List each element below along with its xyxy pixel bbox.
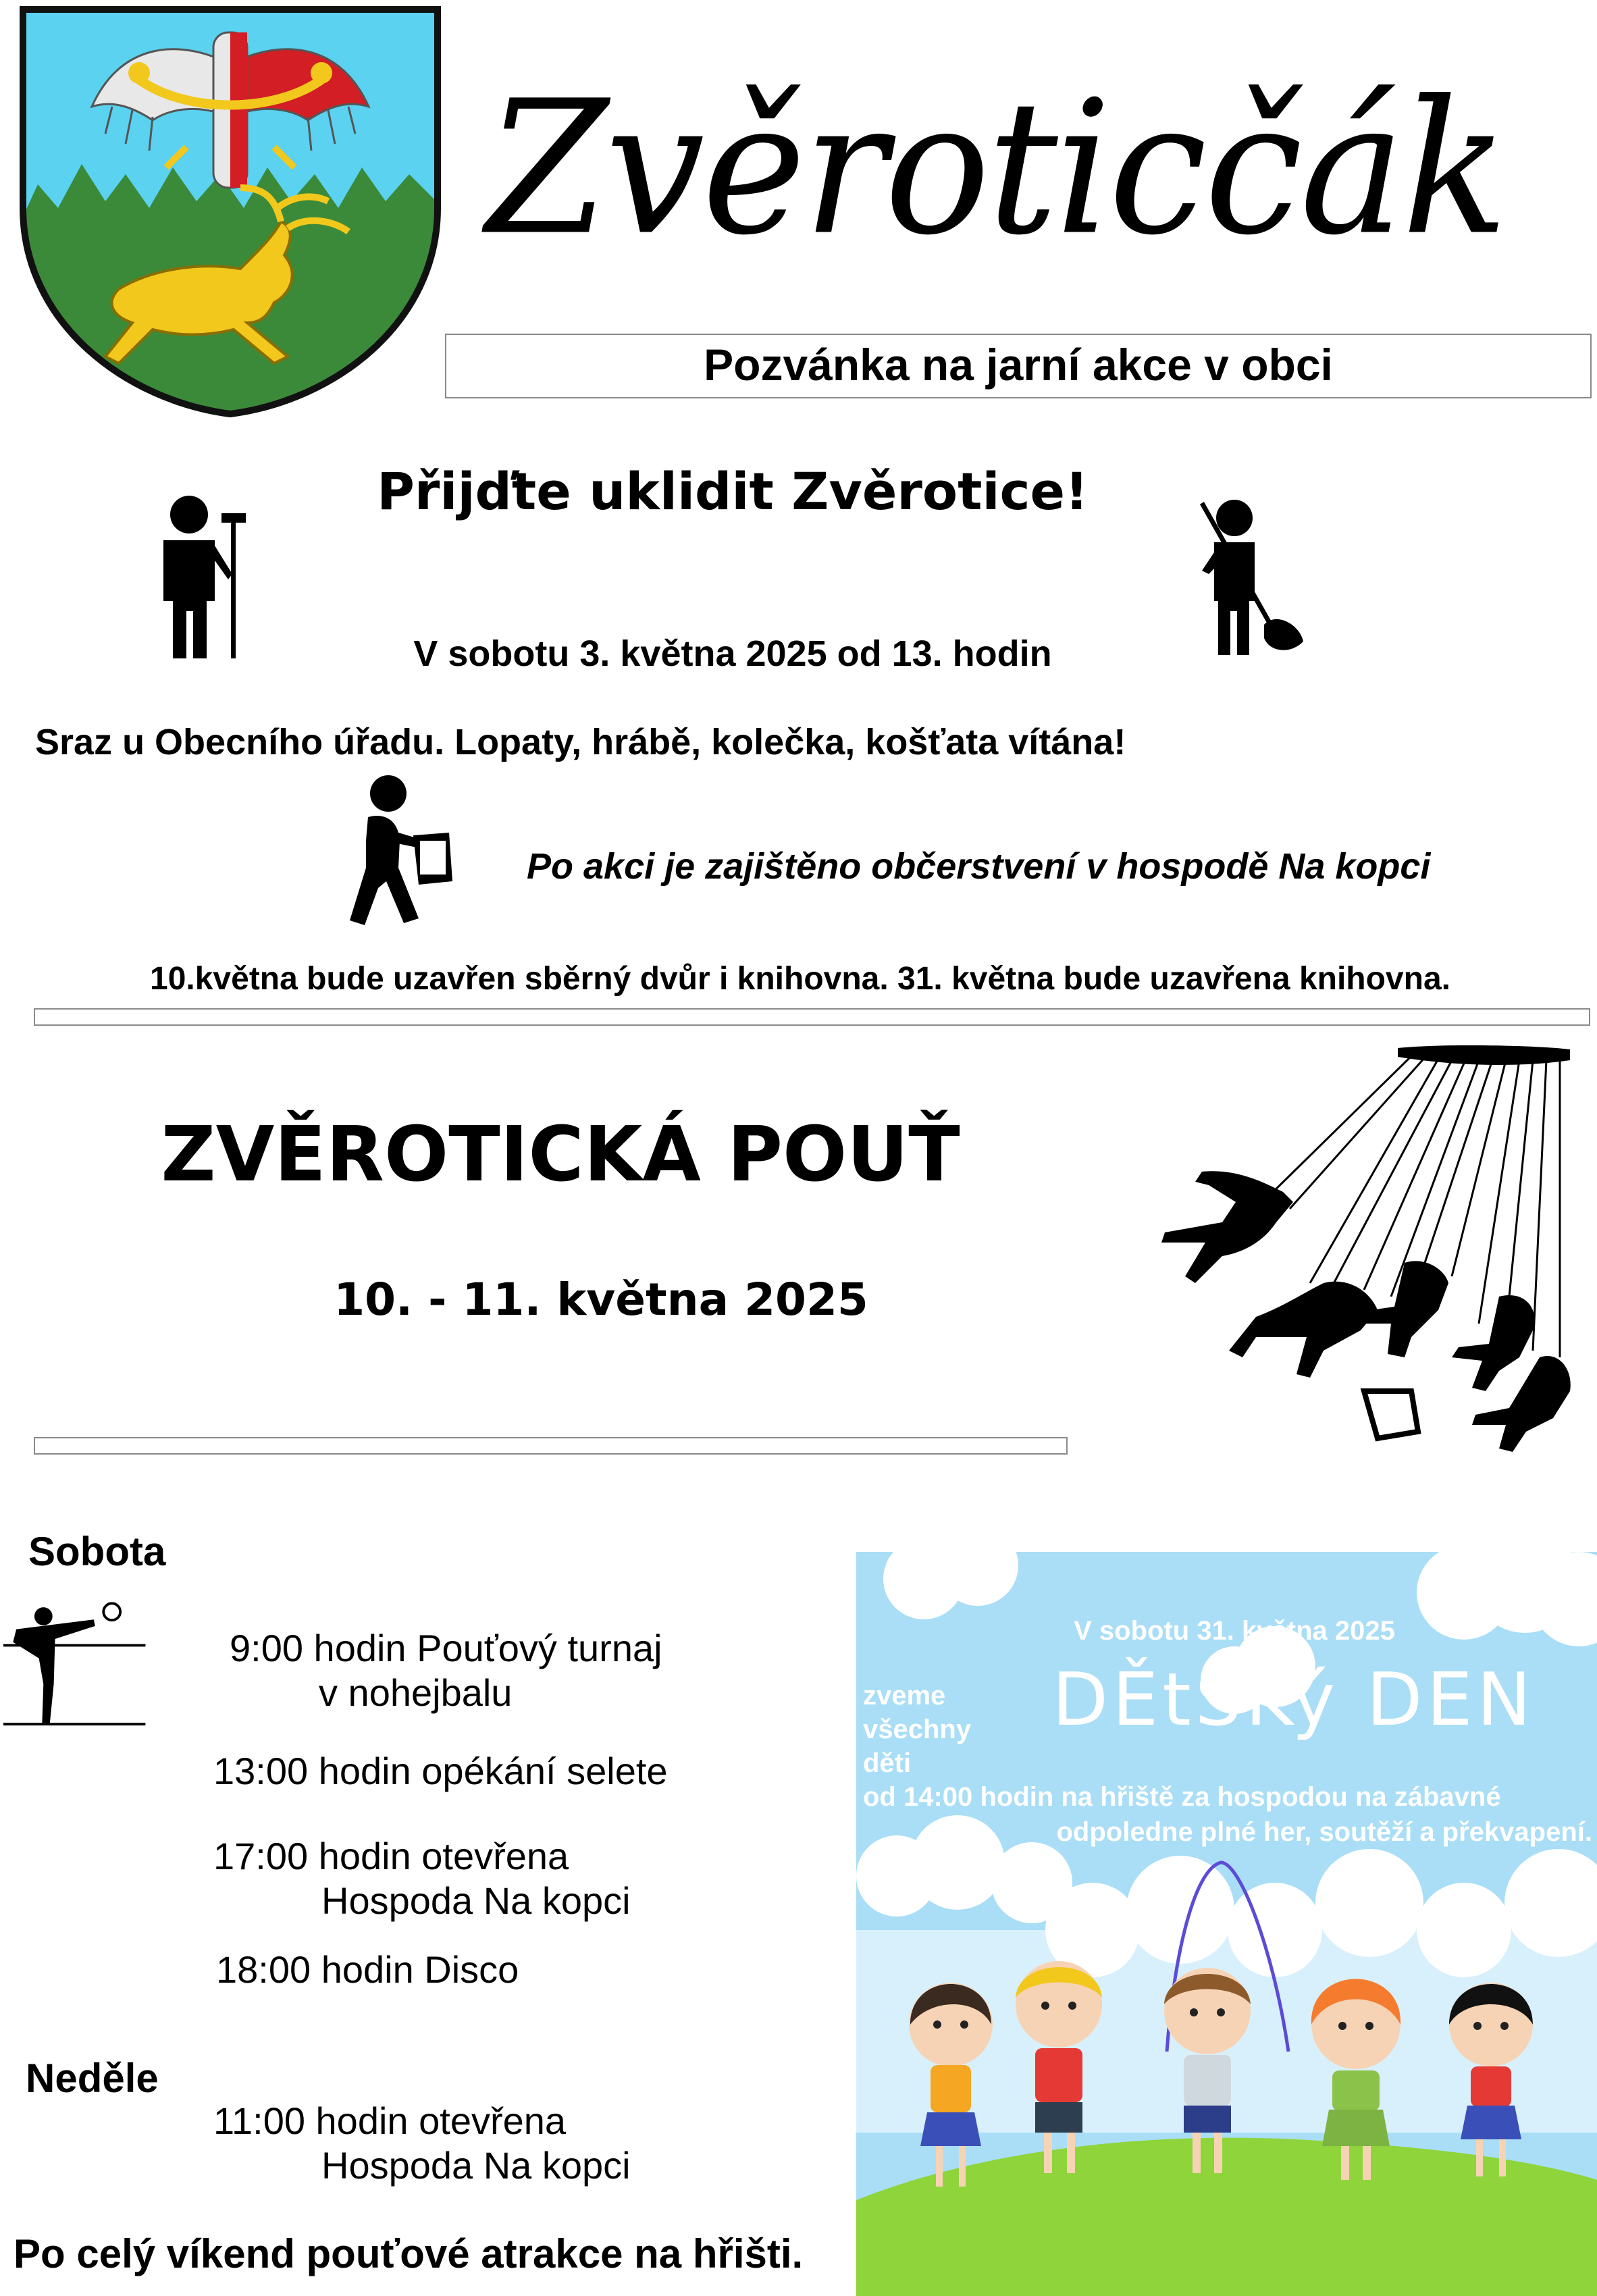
kids-day-title: DĚtSKý DEN <box>1052 1658 1536 1742</box>
schedule-sat-1-line1: 9:00 hodin Pouťový turnaj <box>230 1627 662 1669</box>
kids-day-invite-2: všechny <box>863 1715 972 1744</box>
section-divider-1 <box>34 1008 1590 1026</box>
schedule-sat-3-line1: 17:00 hodin otevřena <box>213 1835 569 1877</box>
schedule-sat-4-line1: 18:00 hodin Disco <box>216 1948 519 1991</box>
kids-day-poster <box>856 1552 1597 2296</box>
kids-day-invite <box>863 1679 971 1780</box>
schedule-sun-1 <box>213 2099 631 2188</box>
kids-day-details-2: odpoledne plné her, soutěží a překvapení. <box>1056 1817 1592 1847</box>
worker-with-broom-icon <box>149 493 257 662</box>
schedule-sun-1-line1: 11:00 hodin otevřena <box>213 2099 567 2142</box>
subtitle: Pozvánka na jarní akce v obci <box>704 340 1333 390</box>
schedule-sat-2 <box>213 1749 668 1794</box>
cleanup-heading: Přijďte uklidit Zvěrotice! <box>377 461 1089 521</box>
cleanup-notice: 10.května bude uzavřen sběrný dvůr i knihovna. 31. května bude uzavřena knihovna. <box>150 961 1450 997</box>
schedule-sat-4 <box>216 1948 519 1992</box>
schedule-sun-1-line2: Hospoda Na kopci <box>321 2144 631 2187</box>
schedule-sat-3 <box>213 1834 631 1923</box>
cleanup-date: V sobotu 3. května 2025 od 13. hodin <box>413 633 1052 674</box>
footvolley-player-icon <box>0 1594 155 1742</box>
fair-dates: 10. - 11. května 2025 <box>334 1274 868 1326</box>
coat-of-arms-logo <box>18 5 443 419</box>
schedule-sat-1-line2: v nohejbalu <box>319 1671 513 1714</box>
cleanup-meeting: Sraz u Obecního úřadu. Lopaty, hrábě, kolečka, košťata vítána! <box>35 722 1126 762</box>
schedule-sat-3-line2: Hospoda Na kopci <box>321 1879 631 1922</box>
kids-day-date: V sobotu 31. května 2025 <box>1074 1616 1395 1646</box>
section-divider-2 <box>34 1437 1068 1455</box>
chain-swing-carousel-image <box>1121 1040 1580 1486</box>
kids-day-invite-3: děti <box>863 1748 912 1778</box>
masthead-title: Zvěroticčák <box>486 61 1506 276</box>
sunday-label: Neděle <box>26 2056 159 2101</box>
cleanup-refreshment: Po akci je zajištěno občerstvení v hospodě Na kopci <box>527 846 1431 887</box>
fair-title: ZVĚROTICKÁ POUŤ <box>161 1111 960 1199</box>
saturday-label: Sobota <box>28 1529 166 1574</box>
schedule-sat-1 <box>230 1626 662 1715</box>
schedule-sat-2-line1: 13:00 hodin opékání selete <box>213 1750 668 1792</box>
kids-day-details-1: od 14:00 hodin na hřiště za hospodou na zábavné <box>863 1782 1501 1812</box>
worker-carrying-box-icon <box>324 773 459 929</box>
kids-day-invite-1: zveme <box>863 1681 946 1711</box>
weekend-attractions: Po celý víkend pouťové atrakce na hřišti. <box>14 2231 804 2276</box>
